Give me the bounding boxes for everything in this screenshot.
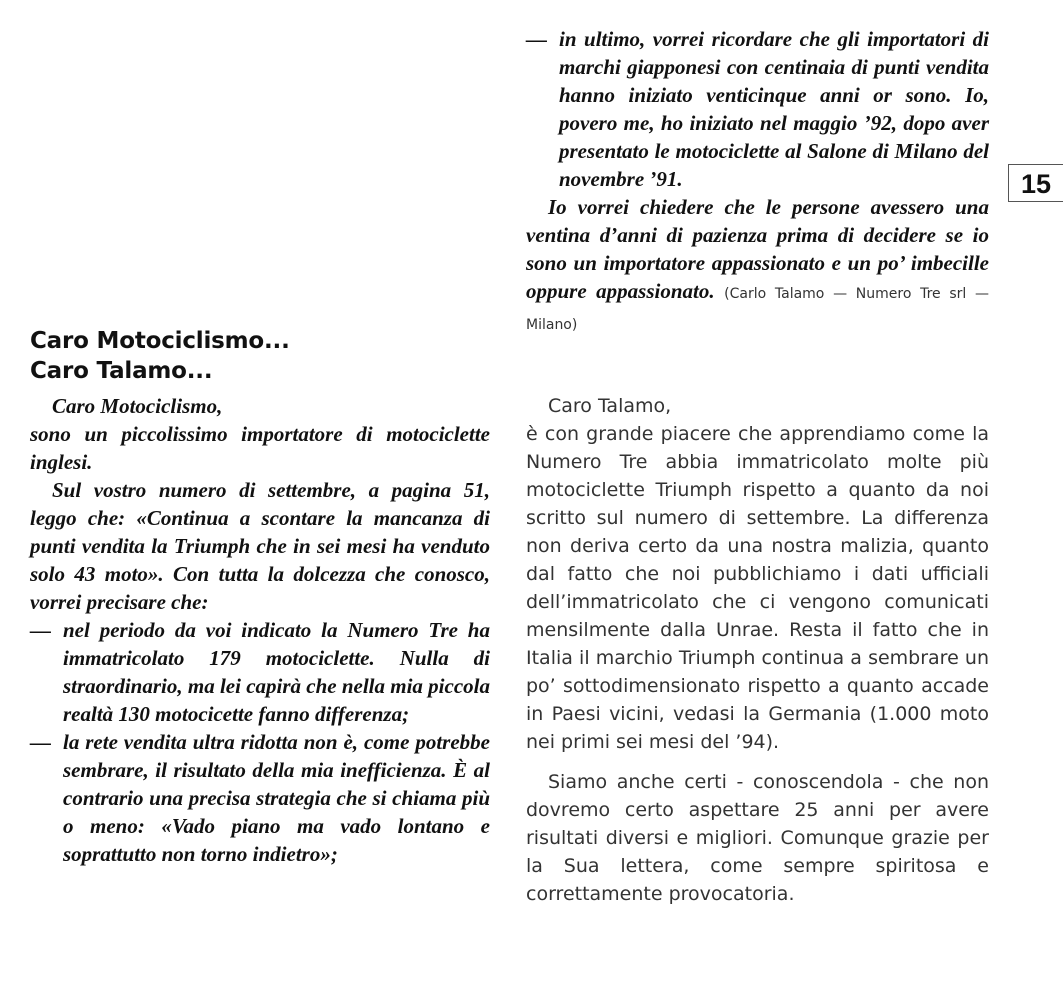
letter-continuation [526,25,989,339]
letter-signature: (Carlo Talamo — Numero Tre srl — Milano) [526,286,989,333]
page-number: 15 [1008,164,1063,202]
letter-list-item [526,25,989,193]
article-heading [30,326,500,386]
dash-marker: — [30,618,51,642]
reply-paragraph: Siamo anche certi - conoscendola - che non dovremo certo aspettare 25 anni per avere risultati diversi e migliori. Comunque grazie per la Sua lettera, come sempre spiritosa e correttamente provocatoria. [526,771,989,905]
letter-closing [526,193,989,339]
dash-marker: — [526,27,547,51]
letter-item-text: nel periodo da voi indicato la Numero Tre ha immatricolato 179 motociclette. Nulla di straordinario, ma lei capirà che nella mia piccola realtà 130 motocicette fanno differenza; [63,618,490,726]
reply-salutation: Caro Talamo, [548,395,672,417]
reply-paragraph: è con grande piacere che apprendiamo come la Numero Tre abbia immatricolato molte più motociclette Triumph rispetto a quanto da noi scritto sul numero di settembre. La differenza non deriva certo da una nostra malizia, quanto dal fatto che noi pubblichiamo i dati ufficiali dell’immatricolato che ci vengono comunicati mensilmente dalla Unrae. Resta il fatto che in Italia il marchio Triumph continua a sembrare un po’ sottodimensionato rispetto a quanto accade in Paesi vicini, vedasi la Germania (1.000 moto nei primi sei mesi del ’94). [526,423,989,753]
dash-marker: — [30,730,51,754]
letter-item-text: in ultimo, vorrei ricordare che gli importatori di marchi giapponesi con centinaia di punti vendita hanno iniziato venticinque anni or sono. Io, povero me, ho iniziato nel maggio ’92, dopo aver presentato le motociclette al Salone di Milano del novembre ’91. [559,27,989,191]
letter-list-item [30,728,490,868]
reader-letter [30,392,490,868]
heading-line-2: Caro Talamo... [30,358,213,384]
heading-line-1: Caro Motociclismo... [30,328,290,354]
letter-item-text: la rete vendita ultra ridotta non è, come potrebbe sembrare, il risultato della mia inefficienza. È al contrario una precisa strategia che si chiama più o meno: «Vado piano ma vado lontano e soprattutto non torno indietro»; [63,730,490,866]
letter-list-item [30,616,490,728]
letter-salutation: Caro Motociclismo, [52,394,223,418]
letter-paragraph: Sul vostro numero di settembre, a pagina 51, leggo che: «Continua a scontare la mancanza di punti vendita la Triumph che in sei mesi ha venduto solo 43 moto». Con tutta la dolcezza che conosco, vorrei precisare che: [30,478,490,614]
editor-reply [526,392,989,908]
letter-closing-text: Io vorrei chiedere che le persone avessero una ventina d’anni di pazienza prima di decidere se io sono un importatore appassionato e un po’ imbecille oppure appassionato. [526,195,989,303]
letter-paragraph: sono un piccolissimo importatore di motociclette inglesi. [30,422,490,474]
